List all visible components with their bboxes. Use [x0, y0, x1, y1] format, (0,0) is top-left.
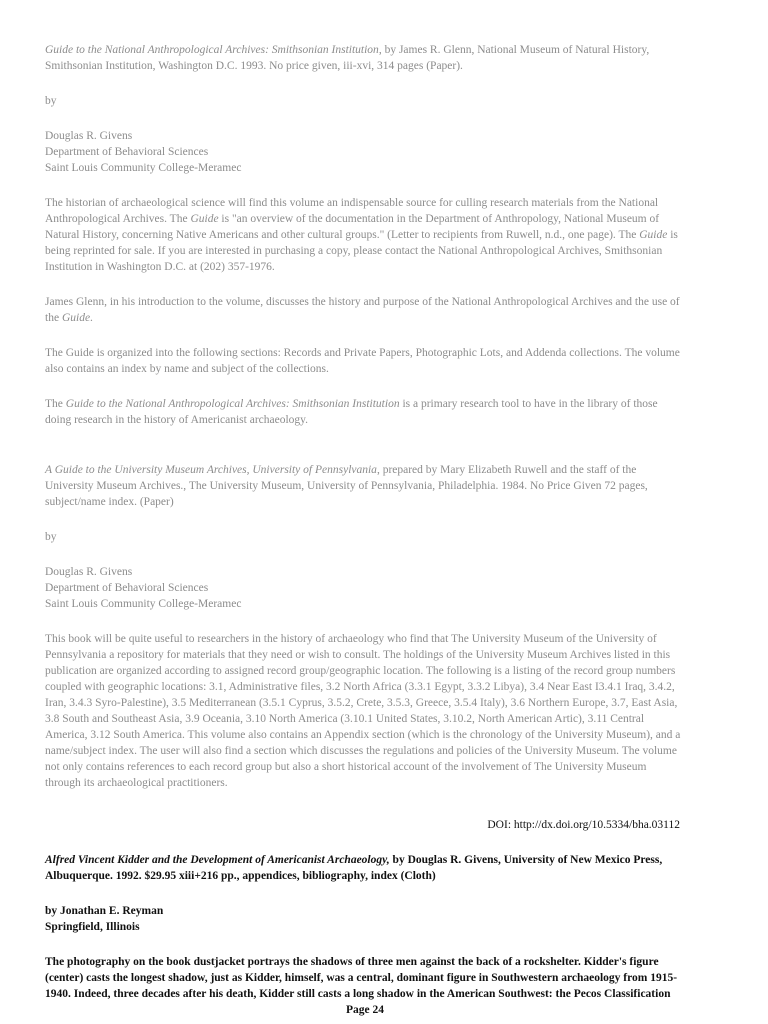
review2-department: Department of Behavioral Sciences: [45, 582, 209, 594]
review1-paragraph-4: The Guide to the National Anthropological Archives: Smithsonian Institution is a primary research tool to have in the library of those doing research in the history of Americanist archaeology.: [45, 398, 658, 426]
review1-title: Guide to the National Anthropological Archives: Smithsonian Institution: [45, 44, 379, 56]
review2-by: by: [45, 531, 57, 543]
review1-reviewer: Douglas R. Givens: [45, 130, 133, 142]
review3-reviewer: by Jonathan E. Reyman: [45, 905, 164, 917]
review3-paragraph-1: The photography on the book dustjacket portrays the shadows of three men against the back of a rockshelter. Kidder's figure (center) casts the longest shadow, just as Kidder, himself, was a central, dominant figure in Southwestern archaeology from 1915-1940. Indeed, three decades after his death, Kidder still casts a long shadow in the American Southwest: the Pecos Classification: [45, 956, 678, 1000]
review3-title: Alfred Vincent Kidder and the Development of Americanist Archaeology,: [45, 854, 390, 866]
review2-college: Saint Louis Community College-Meramec: [45, 598, 242, 610]
review1-paragraph-1: The historian of archaeological science will find this volume an indispensable source for culling research materials from the National Anthropological Archives. The Guide is "an overview of the documentation in the Department of Anthropology, National Museum of Natural History, concerning Native Americans and other cultural groups." (Letter to recipients from Ruwell, n.d., one page). The Guide is being reprinted for sale. If you are interested in purchasing a copy, please contact the National Anthropological Archives, Smithsonian Institution in Washington D.C. at (202) 357-1976.: [45, 197, 678, 273]
review2-paragraph-1: This book will be quite useful to researchers in the history of archaeology who find that The University Museum of the University of Pennsylvania a repository for materials that they need or wish to consult. The holdings of the University Museum Archives listed in this publication are organized according to assigned record group/geographic location. The following is a listing of the record group numbers coupled with geographic locations: 3.1, Administrative files, 3.2 North Africa (3.3.1 Egypt, 3.3.2 Libya), 3.4 Near East I3.4.1 Iraq, 3.4.2, Iran, 3.4.3 Syro-Palestine), 3.5 Mediterranean (3.5.1 Cyprus, 3.5.2, Crete, 3.5.3, Greece, 3.5.4 Italy), 3.6 Northern Europe, 3.7, East Asia, 3.8 South and Southeast Asia, 3.9 Oceania, 3.10 North America (3.10.1 United States, 3.10.2, North American Artic), 3.11 Central America, 3.12 South America. This volume also contains an Appendix section (which is the chronology of the University Museum), and a name/subject index. The user will also find a section which discusses the regulations and policies of the University Museum. The volume not only contains references to each record group but also a short historical account of the involvement of The University Museum through its archaeological practitioners.: [45, 633, 681, 789]
review1-paragraph-3: The Guide is organized into the following sections: Records and Private Papers, Photographic Lots, and Addenda collections. The volume also contains an index by name and subject of the collections.: [45, 347, 680, 375]
page-number: Page 24: [345, 1004, 384, 1016]
review1-citation: Guide to the National Anthropological Archives: Smithsonian Institution, by James R. Glenn, National Museum of Natural History, Smithsonian Institution, Washington D.C. 1993. No price given, iii-xvi, 314 pages (Paper).: [45, 44, 650, 72]
review2-reviewer: Douglas R. Givens: [45, 566, 133, 578]
doi-link[interactable]: DOI: http://dx.doi.org/10.5334/bha.03112: [487, 819, 680, 831]
review2-citation: A Guide to the University Museum Archives, University of Pennsylvania, prepared by Mary Elizabeth Ruwell and the staff of the University Museum Archives., The University Museum, University of Pennsylvania, Philadelphia. 1984. No Price Given 72 pages, subject/name index. (Paper): [45, 464, 648, 508]
review1-by: by: [45, 95, 57, 107]
review3-location: Springfield, Illinois: [45, 921, 140, 933]
review3-citation: Alfred Vincent Kidder and the Development of Americanist Archaeology, by Douglas R. Givens, University of New Mexico Press, Albuquerque. 1992. $29.95 xiii+216 pp., appendices, bibliography, index (Cloth): [45, 854, 663, 882]
review2-title: A Guide to the University Museum Archives, University of Pennsylvania: [45, 464, 377, 476]
document-page: [45, 42, 685, 1018]
review1-department: Department of Behavioral Sciences: [45, 146, 209, 158]
review1-college: Saint Louis Community College-Meramec: [45, 162, 242, 174]
review1-paragraph-2: James Glenn, in his introduction to the volume, discusses the history and purpose of the National Anthropological Archives and the use of the Guide.: [45, 296, 680, 324]
